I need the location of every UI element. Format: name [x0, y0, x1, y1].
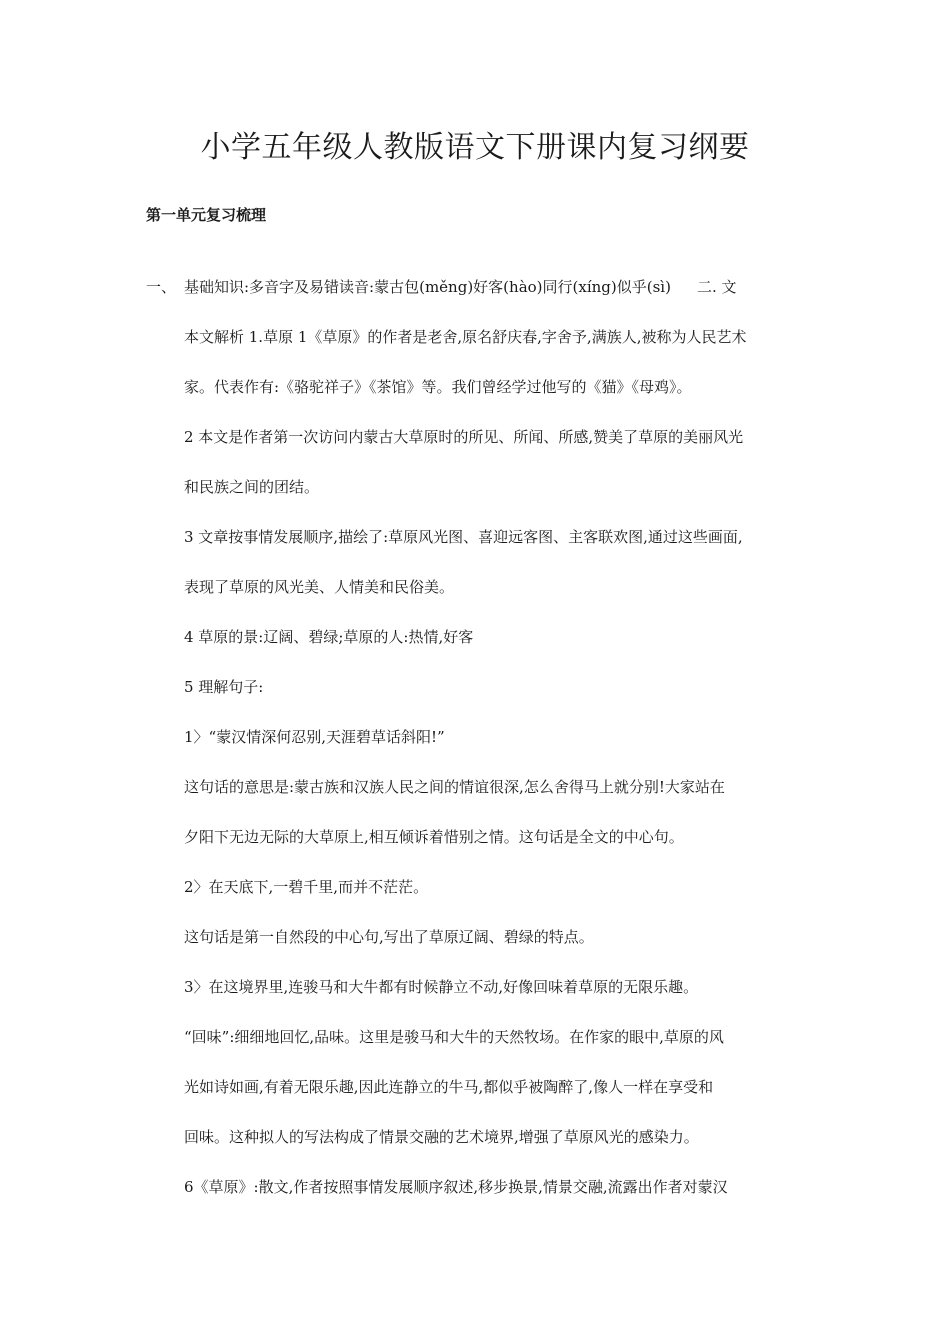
text-segment: 基础知识:多音字及易错读音:蒙古包(měng)好客(hào)同行(xíng)似乎(sì) — [184, 278, 671, 296]
text-line: 2〉在天底下,一碧千里,而并不茫茫。 — [184, 878, 429, 896]
text-line: 1〉“蒙汉情深何忍别,天涯碧草话斜阳!” — [184, 728, 445, 746]
text-line: 3 文章按事情发展顺序,描绘了:草原风光图、喜迎远客图、主客联欢图,通过这些画面, — [184, 528, 743, 546]
text-line: 3〉在这境界里,连骏马和大牛都有时候静立不动,好像回味着草原的无限乐趣。 — [184, 978, 699, 996]
section-heading: 第一单元复习梳理 — [146, 206, 267, 224]
text-line: 这句话是第一自然段的中心句,写出了草原辽阔、碧绿的特点。 — [184, 928, 594, 946]
text-line: 5 理解句子: — [184, 678, 264, 696]
text-line: 家。代表作有:《骆驼祥子》《茶馆》等。我们曾经学过他写的《猫》《母鸡》。 — [184, 378, 692, 396]
list-marker: 一、 — [146, 278, 177, 296]
text-line: 光如诗如画,有着无限乐趣,因此连静立的牛马,都似乎被陶醉了,像人一样在享受和 — [184, 1078, 714, 1096]
text-line — [146, 262, 820, 312]
text-line: 回味。这种拟人的写法构成了情景交融的艺术境界,增强了草原风光的感染力。 — [184, 1128, 699, 1146]
text-line: 2 本文是作者第一次访问内蒙古大草原时的所见、所闻、所感,赞美了草原的美丽风光 — [184, 428, 744, 446]
text-segment: 二. 文 — [696, 278, 737, 296]
text-line: 夕阳下无边无际的大草原上,相互倾诉着惜别之情。这句话是全文的中心句。 — [184, 828, 684, 846]
text-line: “回味”:细细地回忆,品味。这里是骏马和大牛的天然牧场。在作家的眼中,草原的风 — [184, 1028, 724, 1046]
document-body — [146, 262, 820, 1212]
text-line: 本文解析 1.草原 1《草原》的作者是老舍,原名舒庆春,字舍予,满族人,被称为人民艺术 — [184, 328, 747, 346]
text-line: 和民族之间的团结。 — [184, 478, 320, 496]
text-line: 这句话的意思是:蒙古族和汉族人民之间的情谊很深,怎么舍得马上就分别!大家站在 — [184, 778, 725, 796]
text-line: 表现了草原的风光美、人情美和民俗美。 — [184, 578, 455, 596]
text-line: 6《草原》:散文,作者按照事情发展顺序叙述,移步换景,情景交融,流露出作者对蒙汉 — [184, 1178, 728, 1196]
document-title: 小学五年级人教版语文下册课内复习纲要 — [200, 130, 750, 165]
text-line: 4 草原的景:辽阔、碧绿;草原的人:热情,好客 — [184, 628, 474, 646]
